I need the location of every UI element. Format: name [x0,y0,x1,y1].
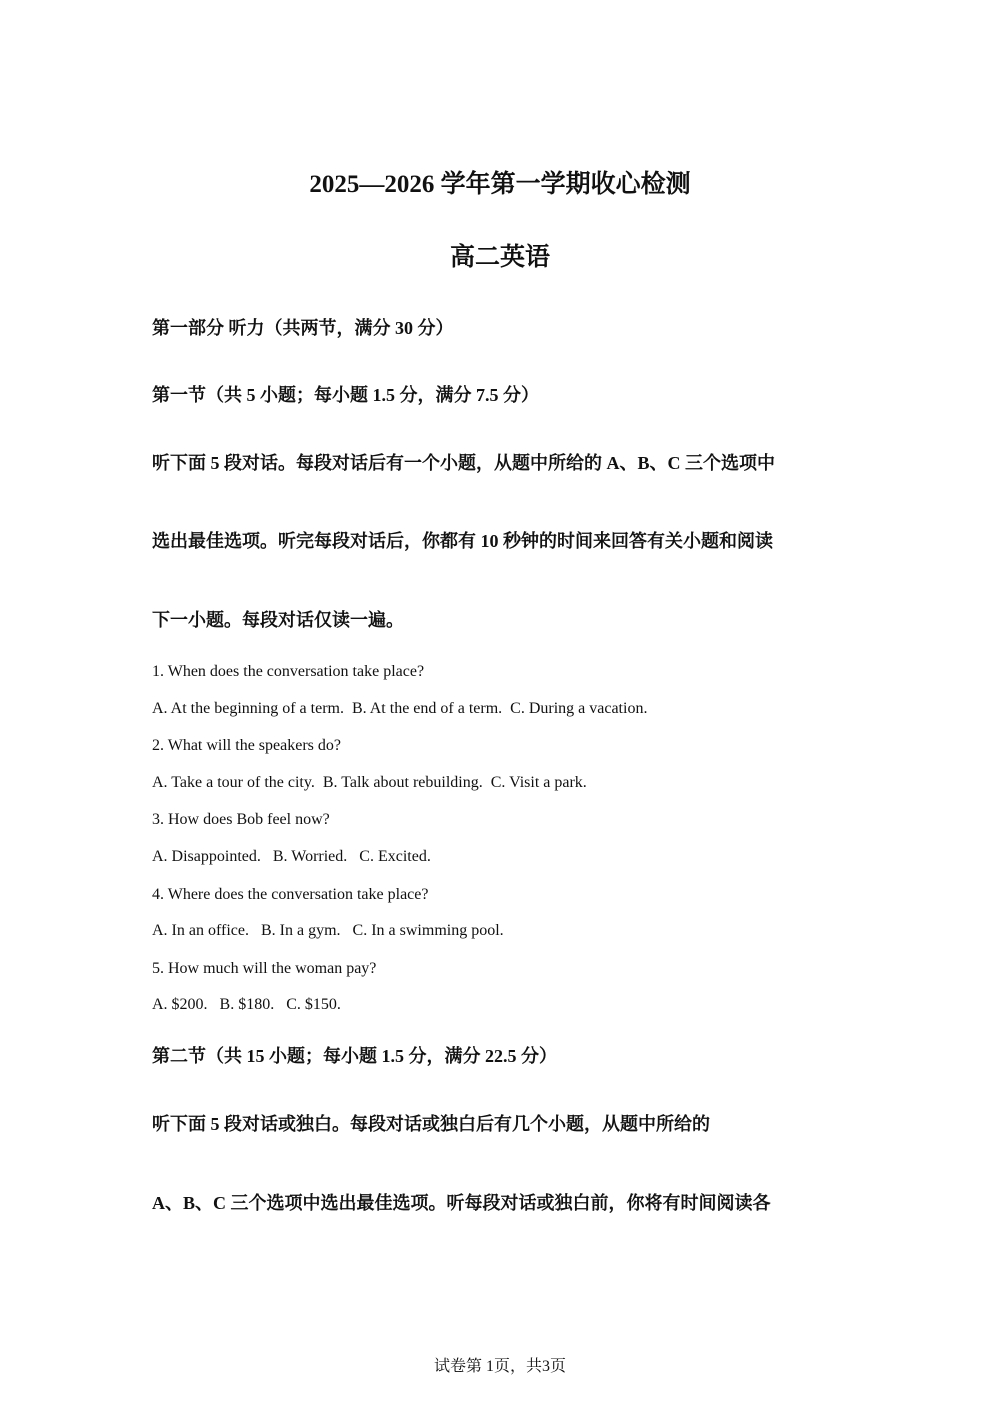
question-1-options: A. At the beginning of a term. B. At the end of a term. C. During a vacation. [152,700,648,717]
part1-heading: 第一部分 听力（共两节，满分 30 分） [152,318,454,338]
question-4-options: A. In an office. B. In a gym. C. In a swimming pool. [152,922,504,939]
section1-instruction-line-3: 下一小题。每段对话仅读一遍。 [152,610,404,630]
question-2-stem: 2. What will the speakers do? [152,737,341,754]
question-3-stem: 3. How does Bob feel now? [152,811,330,828]
exam-subject: 高二英语 [449,244,550,271]
section2-heading: 第二节（共 15 小题；每小题 1.5 分，满分 22.5 分） [152,1046,557,1066]
exam-title: 2025—2026 学年第一学期收心检测 [309,171,691,198]
question-4-stem: 4. Where does the conversation take place? [152,886,429,903]
question-1-stem: 1. When does the conversation take place? [152,663,425,680]
question-3-options: A. Disappointed. B. Worried. C. Excited. [152,848,431,865]
section2-instruction-line-1: 听下面 5 段对话或独白。每段对话或独白后有几个小题，从题中所给的 [152,1114,710,1134]
question-5-options: A. $200. B. $180. C. $150. [152,996,341,1013]
section1-instruction-line-1: 听下面 5 段对话。每段对话后有一个小题，从题中所给的 A、B、C 三个选项中 [152,453,776,473]
question-2-options: A. Take a tour of the city. B. Talk about rebuilding. C. Visit a park. [152,774,587,791]
section2-instruction-line-2: A、B、C 三个选项中选出最佳选项。听每段对话或独白前，你将有时间阅读各 [152,1193,771,1213]
page-footer: 试卷第 1页，共3页 [433,1358,566,1375]
section1-heading: 第一节（共 5 小题；每小题 1.5 分，满分 7.5 分） [152,385,539,405]
question-5-stem: 5. How much will the woman pay? [152,960,377,977]
section1-instruction-line-2: 选出最佳选项。听完每段对话后，你都有 10 秒钟的时间来回答有关小题和阅读 [152,531,773,551]
